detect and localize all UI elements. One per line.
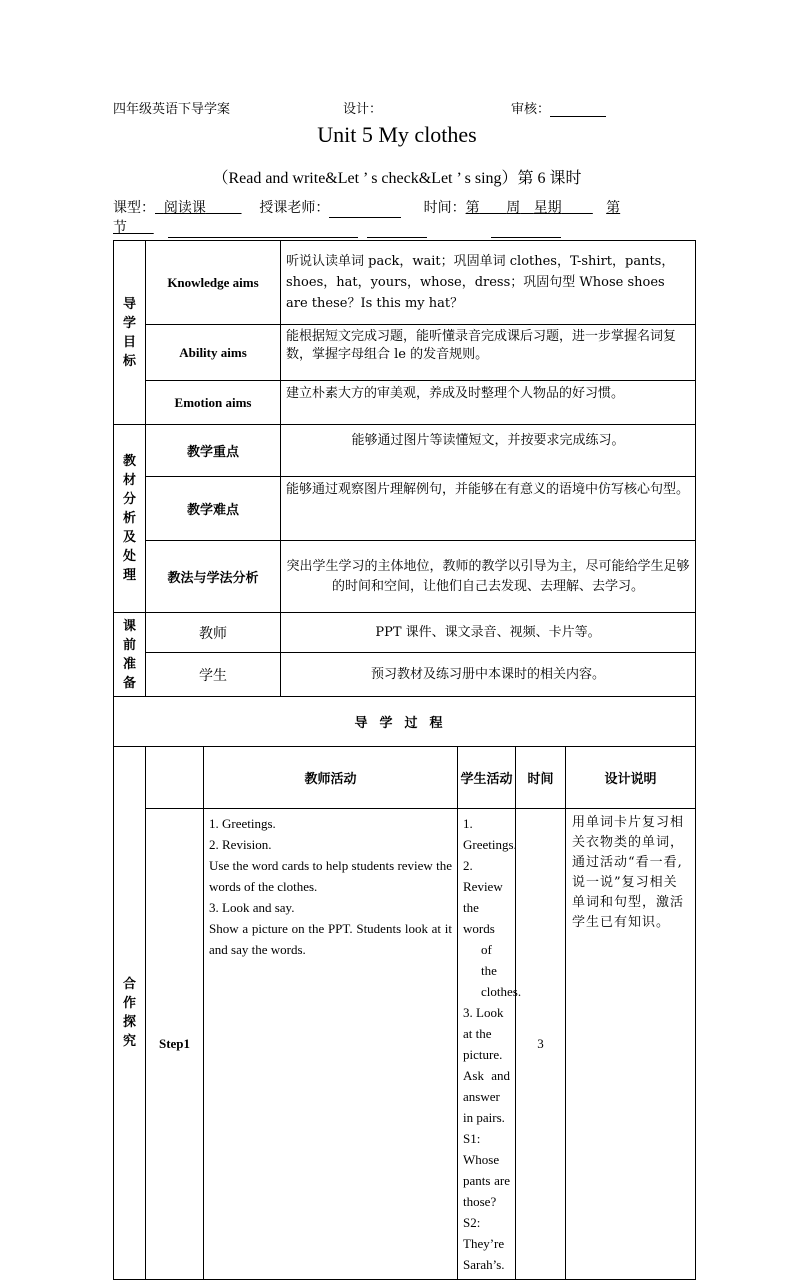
method-label: 教法与学法分析 [146,541,281,613]
header-doc-type: 四年级英语下导学案 [113,102,231,117]
analysis-section-label: 教 材 分 析 及 处 理 [114,425,146,613]
step-column-header [146,747,204,809]
key-point-text: 能够通过图片等读懂短文，并按要求完成练习。 [281,425,696,477]
header-designer-label: 设计： [343,102,383,117]
step1-teacher-activity: 1. Greetings. 2. Revision. Use the word cards to help students review the words of the clothes. 3. Look and say. Show a picture on the PPT. Students look at it and say the words. [204,809,458,1280]
prep-student-label: 学生 [146,653,281,697]
time-value: 第 周 星期 [465,200,562,216]
period-blank-3 [491,222,561,238]
type-label: 课型： [113,200,155,216]
process-heading-row [114,697,696,747]
period-blank-2 [367,222,427,238]
prep-teacher-label: 教师 [146,613,281,653]
teacher-blank [329,202,401,218]
emotion-aims-label: Emotion aims [146,381,281,425]
teacher-label: 授课老师： [259,200,330,216]
emotion-aims-row [114,381,696,425]
step1-student-activity: 1. Greetings. 2. Review the words of the clothes. 3. Look at the picture. Ask and answer in pairs. S1: Whose pants are those? S2: They’re Sarah’s. [458,809,516,1280]
difficulty-text: 能够通过观察图片理解例句，并能够在有意义的语境中仿写核心句型。 [281,477,696,541]
method-text: 突出学生学习的主体地位，教师的教学以引导为主，尽可能给学生足够的时间和空间，让他们自己去发现、去理解、去学习。 [281,541,696,613]
ability-aims-text: 能根据短文完成习题，能听懂录音完成课后习题，进一步掌握名词复数，掌握字母组合 le 的发音规则。 [281,325,696,381]
lesson-meta [113,198,693,238]
period-blank-1 [168,222,358,238]
key-point-row [114,425,696,477]
prep-student-row [114,653,696,697]
prep-teacher-row [114,613,696,653]
period-label: 节 [113,220,127,236]
time-label: 时间： [423,200,466,216]
key-point-label: 教学重点 [146,425,281,477]
method-row [114,541,696,613]
knowledge-aims-label: Knowledge aims [146,241,281,325]
period-word: 第 [606,200,621,216]
review-blank [550,102,606,117]
ability-aims-label: Ability aims [146,325,281,381]
student-activity-header: 学生活动 [458,747,516,809]
header-review-label: 审核： [511,98,606,117]
aims-section-label: 导 学 目 标 [114,241,146,425]
page-title: Unit 5 My clothes [317,122,477,147]
time-header: 时间 [516,747,566,809]
difficulty-label: 教学难点 [146,477,281,541]
knowledge-aims-row [114,241,696,325]
step1-design-note: 用单词卡片复习相关衣物类的单词，通过活动“看一看,说一说”复习相关单词和句型，激活学生已有知识。 [566,809,696,1280]
design-header: 设计说明 [566,747,696,809]
process-heading: 导学过程 [114,697,696,747]
prep-student-text: 预习教材及练习册中本课时的相关内容。 [281,653,696,697]
process-section-label: 合 作 探 究 [114,747,146,1280]
difficulty-row [114,477,696,541]
teacher-activity-header: 教师活动 [204,747,458,809]
step1-row [114,809,696,1280]
prep-section-label: 课 前 准 备 [114,613,146,697]
prep-teacher-text: PPT 课件、课文录音、视频、卡片等。 [281,613,696,653]
step1-time: 3 [516,809,566,1280]
ability-aims-row [114,325,696,381]
page-subtitle: （Read and write&Let ’ s check&Let ’ s sing）第 6 课时 [212,170,582,187]
emotion-aims-text: 建立朴素大方的审美观，养成及时整理个人物品的好习惯。 [281,381,696,425]
lesson-plan-table [113,240,696,1280]
type-value: 阅读课 [163,200,206,216]
process-column-header-row [114,747,696,809]
knowledge-aims-text: 听说认读单词 pack，wait；巩固单词 clothes，T-shirt，pants，shoes，hat，yours，whose，dress；巩固句型 Whose shoes are these？Is this my hat？ [281,241,696,325]
step1-label: Step1 [146,809,204,1280]
page-header [113,98,693,118]
